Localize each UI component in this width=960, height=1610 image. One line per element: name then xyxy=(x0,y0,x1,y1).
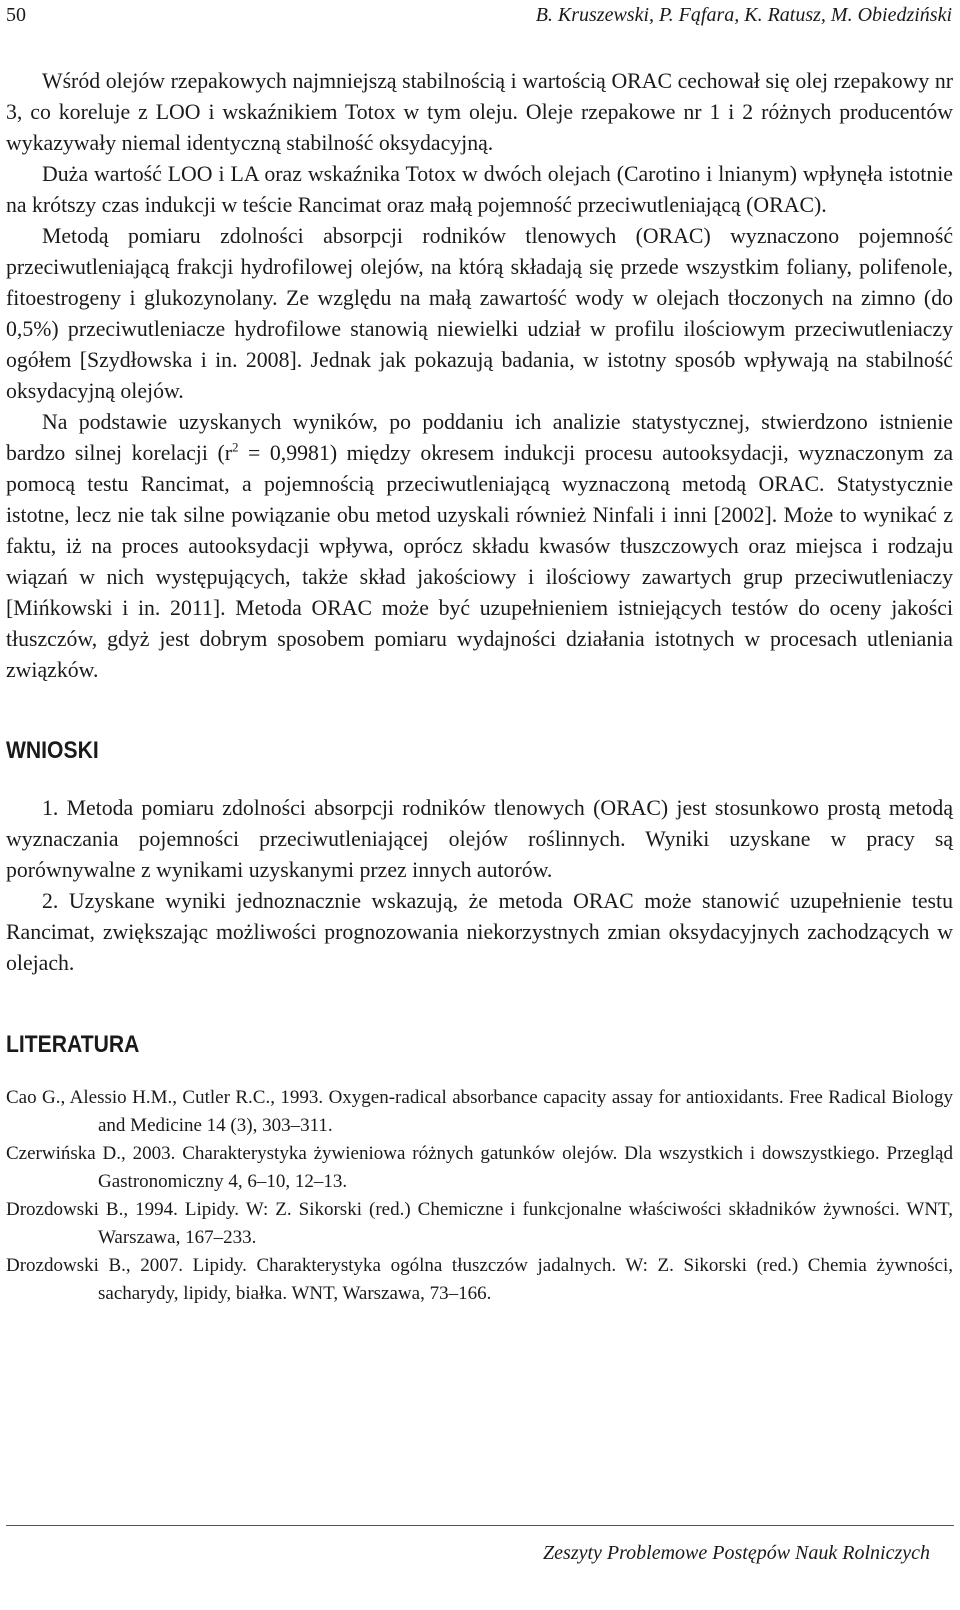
conclusion-item xyxy=(6,793,953,886)
page-number: 50 xyxy=(6,4,26,26)
body-paragraph-correlation xyxy=(6,407,953,686)
article-body xyxy=(6,66,953,1308)
footer-divider xyxy=(6,1525,954,1526)
paragraph-text: Na podstawie uzyskanych wyników, po poddaniu ich analizie statystycznej, stwierdzono istnienie bardzo silnej korelacji (r xyxy=(6,410,953,465)
body-paragraph: Duża wartość LOO i LA oraz wskaźnika Totox w dwóch olejach (Carotino i lnianym) wpłynęła istotnie na krótszy czas indukcji w teście Rancimat oraz małą pojemność przeciwutleniającą (ORAC). xyxy=(6,162,953,217)
superscript: 2 xyxy=(231,439,239,455)
page-header xyxy=(6,2,954,32)
body-paragraph: Wśród olejów rzepakowych najmniejszą stabilnością i wartością ORAC cechował się olej rzepakowy nr 3, co koreluje z LOO i wskaźnikiem Totox w tym oleju. Oleje rzepakowe nr 1 i 2 różnych producentów wykazywały niemal identyczną stabilność oksydacyjną. xyxy=(6,69,953,155)
reference-item: Czerwińska D., 2003. Charakterystyka żywieniowa różnych gatunków olejów. Dla wszystkich i dowszystkiego. Przegląd Gastronomiczny 4, 6–10, 12–13. xyxy=(6,1143,953,1192)
running-title: B. Kruszewski, P. Fąfara, K. Ratusz, M. Obiedziński xyxy=(535,4,952,26)
conclusions-list xyxy=(6,793,953,979)
reference-item: Drozdowski B., 1994. Lipidy. W: Z. Sikorski (red.) Chemiczne i funkcjonalne właściwości składników żywności. WNT, Warszawa, 167–233. xyxy=(6,1199,953,1248)
reference-item: Drozdowski B., 2007. Lipidy. Charakterystyka ogólna tłuszczów jadalnych. W: Z. Sikorski (red.) Chemia żywności, sacharydy, lipidy, białka. WNT, Warszawa, 73–166. xyxy=(6,1255,953,1304)
conclusions-heading: WNIOSKI xyxy=(6,737,99,764)
conclusion-item xyxy=(6,886,953,979)
paragraph-text: = 0,9981) między okresem indukcji procesu autooksydacji, wyznaczonym za pomocą testu Rancimat, a pojemnością przeciwutleniającą wyznaczoną metodą ORAC. Statystycznie istotne, lecz nie tak silne powiązanie obu metod uzyskali również Ninfali i inni [2002]. Może to wynikać z faktu, iż na proces autooksydacji wpływa, oprócz składu kwasów tłuszczowych oraz miejsca i rodzaju wiązań w nich występujących, także skład jakościowy i ilościowy zawartych grup przeciwutleniaczy [Mińkowski i in. 2011]. Metoda ORAC może być uzupełnieniem istniejących testów do oceny jakości tłuszczów, gdyż jest dobrym sposobem pomiaru wydajności działania istotnych w procesach utleniania związków. xyxy=(6,441,953,682)
conclusion-text: 2. Uzyskane wyniki jednoznacznie wskazują, że metoda ORAC może stanowić uzupełnienie testu Rancimat, zwiększając możliwości prognozowania niekorzystnych zmian oksydacyjnych zachodzących w olejach. xyxy=(6,889,953,975)
conclusion-text: 1. Metoda pomiaru zdolności absorpcji rodników tlenowych (ORAC) jest stosunkowo prostą metodą wyznaczania pojemności przeciwutleniającej olejów roślinnych. Wyniki uzyskane w pracy są porównywalne z wynikami uzyskanymi przez innych autorów. xyxy=(6,796,953,882)
journal-footer: Zeszyty Problemowe Postępów Nauk Rolniczych xyxy=(543,1542,930,1564)
body-paragraph: Metodą pomiaru zdolności absorpcji rodników tlenowych (ORAC) wyznaczono pojemność przeciwutleniającą frakcji hydrofilowej olejów, na którą składają się przede wszystkim foliany, polifenole, fitoestrogeny i glukozynolany. Ze względu na małą zawartość wody w olejach tłoczonych na zimno (do 0,5%) przeciwutleniacze hydrofilowe stanowią niewielki udział w profilu ilościowym przeciwutleniaczy ogółem [Szydłowska i in. 2008]. Jednak jak pokazują badania, w istotny sposób wpływają na stabilność oksydacyjną olejów. xyxy=(6,224,953,403)
references-list xyxy=(6,1084,953,1308)
reference-item: Cao G., Alessio H.M., Cutler R.C., 1993. Oxygen-radical absorbance capacity assay for antioxidants. Free Radical Biology and Medicine 14 (3), 303–311. xyxy=(6,1087,953,1136)
references-heading: LITERATURA xyxy=(6,1031,140,1058)
